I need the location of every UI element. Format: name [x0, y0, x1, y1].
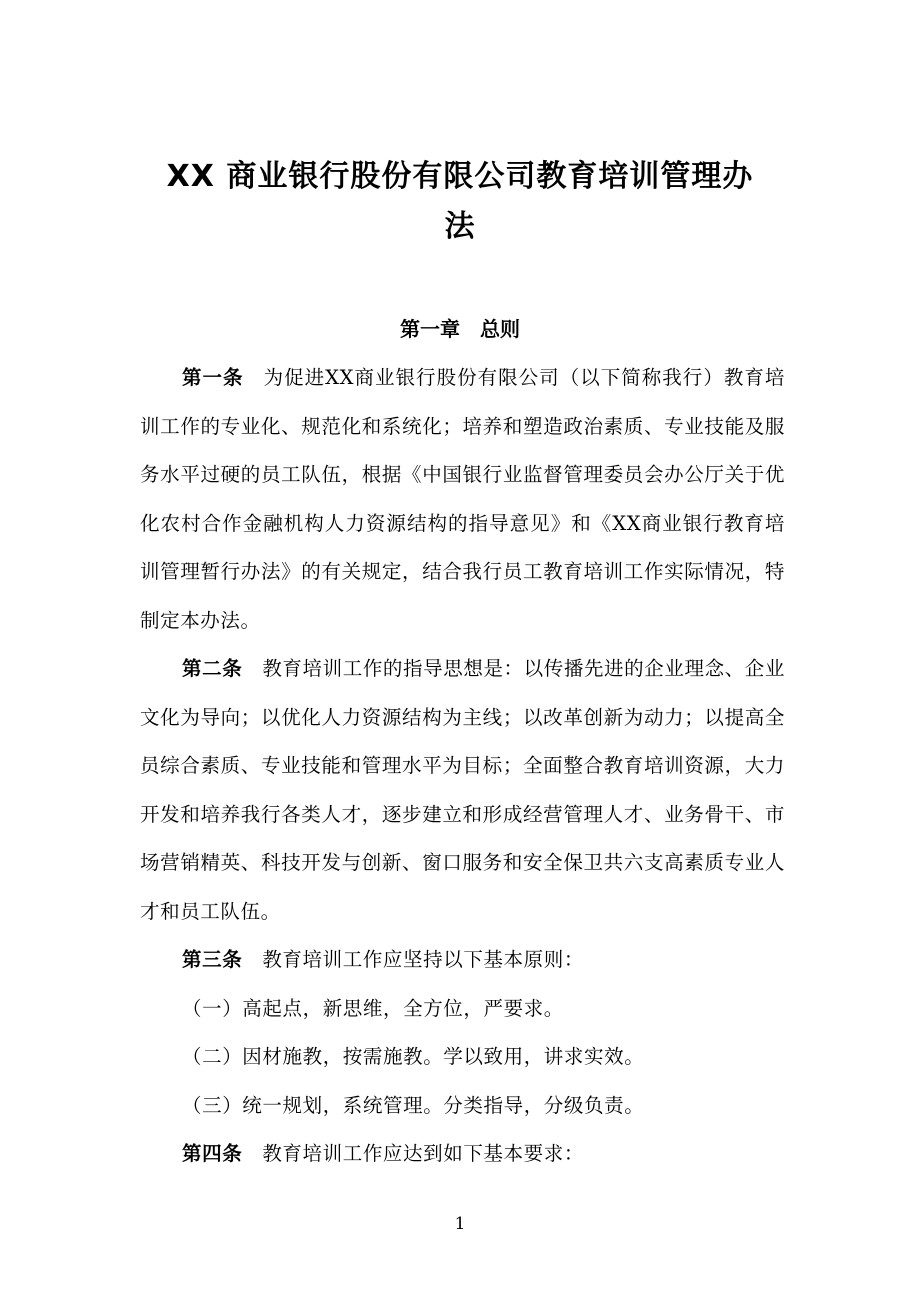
principle-2: （二）因材施教，按需施教。学以致用，讲求实效。	[182, 1045, 645, 1068]
document-title	[140, 152, 780, 252]
article-1	[140, 354, 785, 645]
article-1-label: 第一条	[182, 366, 244, 389]
article-4-text: 教育培训工作应达到如下基本要求：	[262, 1142, 584, 1165]
article-4-label: 第四条	[182, 1142, 243, 1165]
principle-1: （一）高起点，新思维，全方位，严要求。	[182, 996, 564, 1020]
chapter-heading: 第一章 总则	[400, 317, 520, 341]
title-line-2: 法	[444, 209, 476, 244]
principle-3: （三）统一规划，系统管理。分类指导，分级负责。	[182, 1093, 645, 1117]
article-2	[140, 645, 785, 936]
title-line-1: XX 商业银行股份有限公司教育培训管理办	[166, 159, 754, 194]
article-3-text: 教育培训工作应坚持以下基本原则：	[262, 948, 584, 971]
document-body	[140, 354, 785, 1179]
article-1-text: 为促进XX商业银行股份有限公司（以下简称我行）教育培训工作的专业化、规范化和系统化；培养和塑造政治素质、专业技能及服务水平过硬的员工队伍，根据《中国银行业监督管理委员会办公厅关于优化农村合作金融机构人力资源结构的指导意见》和《XX商业银行教育培训管理暂行办法》的有关规定，结合我行员工教育培训工作实际情况，特制定本办法。	[140, 366, 785, 632]
page-number: 1	[454, 1214, 466, 1234]
article-2-text: 教育培训工作的指导思想是：以传播先进的企业理念、企业文化为导向；以优化人力资源结构为主线；以改革创新为动力；以提高全员综合素质、专业技能和管理水平为目标；全面整合教育培训资源，大力开发和培养我行各类人才，逐步建立和形成经营管理人才、业务骨干、市场营销精英、科技开发与创新、窗口服务和安全保卫共六支高素质专业人才和员工队伍。	[140, 657, 785, 923]
article-4	[140, 1130, 785, 1179]
article-2-label: 第二条	[182, 657, 243, 680]
article-3-label: 第三条	[182, 948, 243, 971]
article-3	[140, 936, 785, 985]
